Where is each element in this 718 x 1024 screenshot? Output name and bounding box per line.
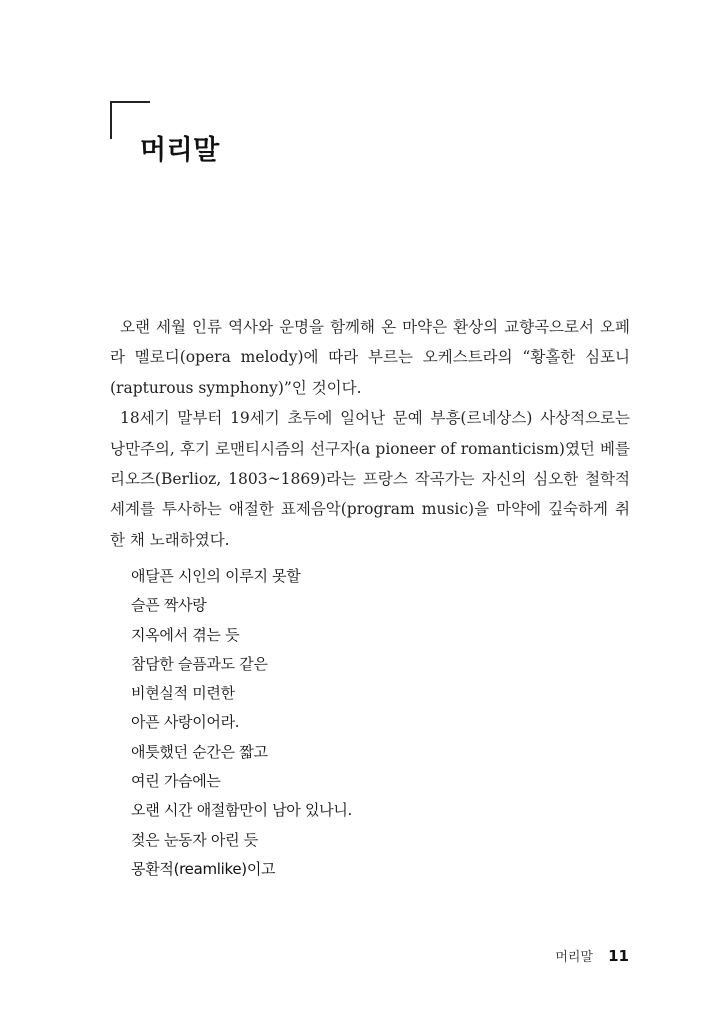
poem-line: 애틋했던 순간은 짧고 (131, 742, 268, 761)
poem-line: 참담한 슬픔과도 같은 (131, 654, 268, 673)
poem-line: 슬픈 짝사랑 (131, 596, 207, 615)
poem-line: 아픈 사랑이어라. (131, 713, 240, 732)
paragraph: 18세기 말부터 19세기 초두에 일어난 문예 부흥(르네상스) 사상적으로는 낭만주의, 후기 로맨티시즘의 선구자(a pioneer of romanticism)였던 베를리오즈(Berlioz, 1803~1869)라는 프랑스 작곡가는 자신의 심오한 철학적 세계를 투사하는 애절한 표제음악(program music)을 마약에 깊숙하게 취한 채 노래하였다. (110, 409, 630, 549)
running-title: 머리말 (555, 950, 594, 965)
poem-line: 지옥에서 겪는 듯 (131, 625, 240, 644)
poem-block (131, 562, 352, 884)
poem-line: 비현실적 미련한 (131, 684, 235, 703)
body-text (110, 312, 630, 555)
page-footer (555, 946, 629, 965)
poem-line: 젖은 눈동자 아린 듯 (131, 830, 258, 849)
chapter-title: 머리말 (140, 135, 220, 166)
poem-line: 몽환적(reamlike)이고 (131, 859, 276, 878)
paragraph: 오랜 세월 인류 역사와 운명을 함께해 온 마약은 환상의 교향곡으로서 오페라 멜로디(opera melody)에 따라 부르는 오케스트라의 “황홀한 심포니(rapturous symphony)”인 것이다. (110, 318, 630, 397)
page-number: 11 (608, 947, 629, 965)
poem-line: 오랜 시간 애절함만이 남아 있나니. (131, 801, 353, 820)
poem-line: 애달픈 시인의 이루지 못할 (131, 567, 301, 585)
poem-line: 여린 가슴에는 (131, 772, 221, 791)
